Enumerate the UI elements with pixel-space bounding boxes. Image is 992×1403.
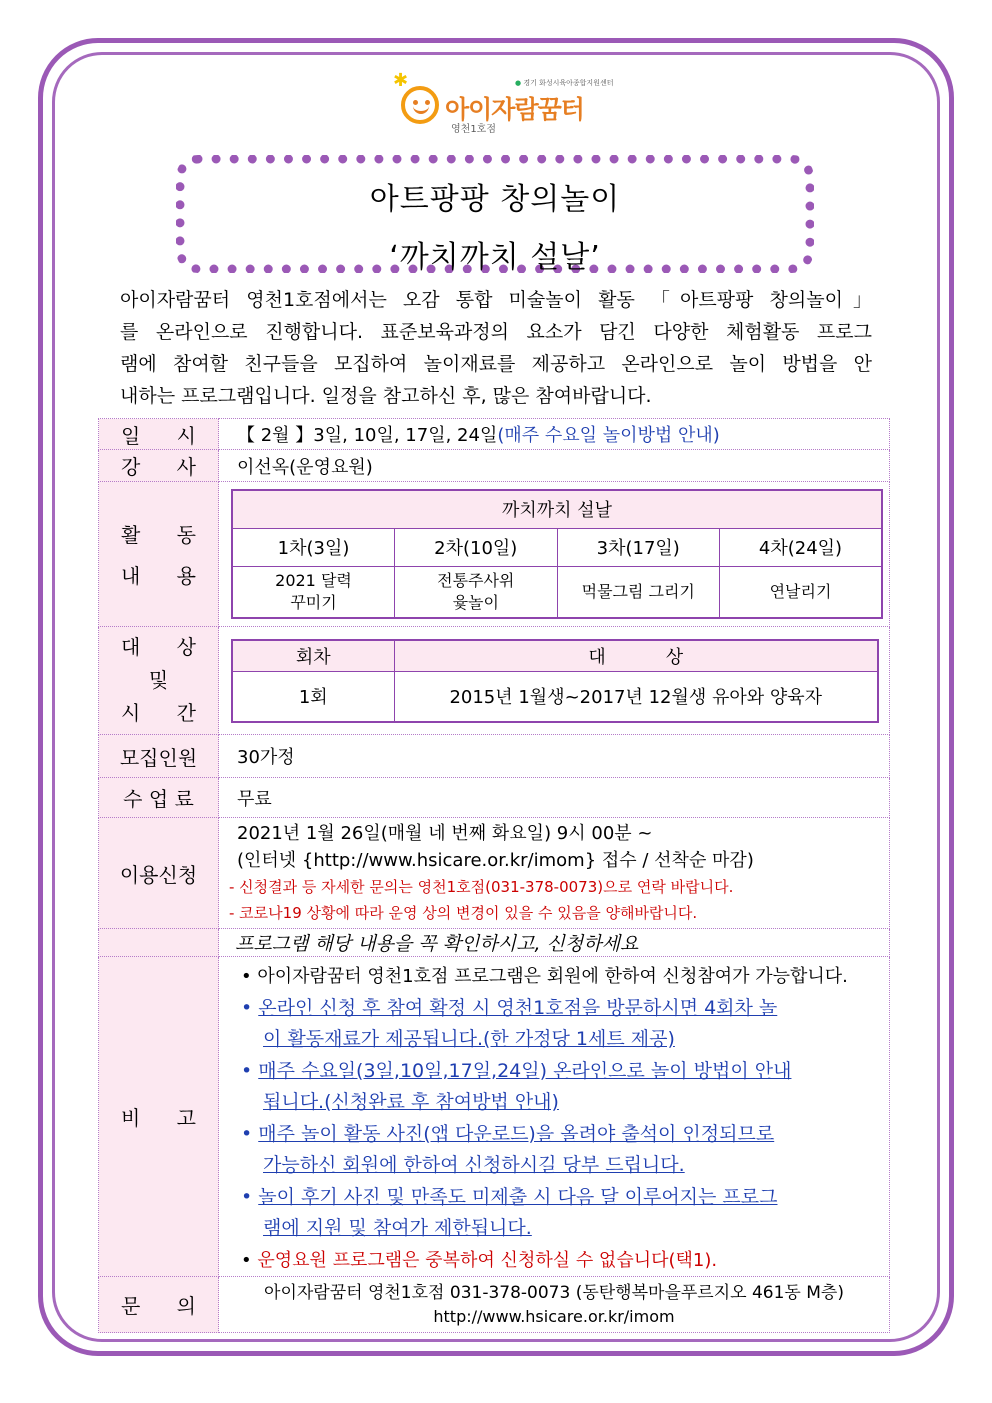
remarks-label: 비 고 [99, 957, 219, 1277]
remarks-cell [219, 957, 890, 1277]
remark-item: • 운영요원 프로그램은 중복하여 신청하실 수 없습니다(택1). [241, 1249, 718, 1271]
session-activity: 먹물그림 그리기 [557, 566, 720, 618]
apply-line: (인터넷 {http://www.hsicare.or.kr/imom} 접수 / 선착순 마감) [237, 850, 754, 871]
intro-line: 내하는 프로그램입니다. 일정을 참고하신 후, 많은 참여바랍니다. [120, 385, 652, 407]
smiley-face-icon [401, 86, 439, 124]
logo-branch: 영천1호점 [451, 124, 497, 135]
remark-item: • 온라인 신청 후 참여 확정 시 영천1호점을 방문하시면 4회차 놀 이 활동재료가 제공됩니다.(한 가정당 1세트 제공) [241, 996, 778, 1050]
fee-row [99, 778, 890, 818]
instructor-value: 이선옥(운영요원) [219, 450, 890, 482]
contact-address: 아이자람꿈터 영천1호점 031-378-0073 (동탄행복마을푸르지오 461동 M층) [264, 1282, 844, 1303]
recruit-value: 30가정 [219, 735, 890, 778]
schedule-note: (매주 수요일 놀이방법 안내) [497, 425, 720, 446]
remark-item: • 놀이 후기 사진 및 만족도 미제출 시 다음 달 이루어지는 프로그 램에 지원 및 참여가 제한됩니다. [241, 1185, 778, 1239]
intro-line: 아이자람꿈터 영천1호점에서는 오감 통합 미술놀이 활동 「아트팡팡 창의놀이」 [120, 289, 872, 311]
target-col-target: 대 상 [394, 640, 878, 672]
recruit-label: 모집인원 [99, 735, 219, 778]
schedule-row [99, 419, 890, 450]
contact-cell [219, 1277, 890, 1333]
recruit-row [99, 735, 890, 778]
remark-item: • 매주 놀이 활동 사진(앱 다운로드)을 올려야 출석이 인정되므로 가능하신 회원에 한하여 신청하시길 당부 드립니다. [241, 1122, 775, 1176]
info-table [98, 418, 890, 1333]
remark-item: • 매주 수요일(3일,10일,17일,24일) 온라인으로 놀이 방법이 안내 됩니다.(신청완료 후 참여방법 안내) [241, 1059, 792, 1113]
schedule-label: 일 시 [99, 419, 219, 450]
contact-row [99, 1277, 890, 1333]
schedule-value: 【 2월 】3일, 10일, 17일, 24일(매주 수요일 놀이방법 안내) [219, 419, 890, 450]
instructor-row [99, 450, 890, 482]
apply-label: 이용신청 [99, 818, 219, 929]
title-box [176, 155, 814, 273]
fee-value: 무료 [219, 778, 890, 818]
target-col-round: 회차 [232, 640, 394, 672]
instructor-label: 강 사 [99, 450, 219, 482]
notice-row [99, 929, 890, 957]
star-icon: ✱ [393, 70, 409, 91]
apply-note: - 신청결과 등 자세한 문의는 영천1호점(031-378-0073)으로 연락 바랍니다. [229, 878, 734, 896]
activity-header: 까치까치 설날 [232, 490, 882, 528]
activity-label: 활 동 내 용 [99, 482, 219, 627]
apply-cell [219, 818, 890, 929]
target-value: 2015년 1월생~2017년 12월생 유아와 양육자 [394, 672, 878, 722]
apply-line: 2021년 1월 26일(매월 네 번째 화요일) 9시 00분 ~ [237, 823, 653, 844]
session-round: 3차(17일) [557, 528, 720, 566]
page-subtitle: ‘까치까치 설날’ [389, 240, 601, 275]
target-cell [219, 627, 890, 735]
target-round: 1회 [232, 672, 394, 722]
logo [393, 70, 614, 135]
session-activity: 전통주사위 윷놀이 [395, 566, 558, 618]
apply-notice: 프로그램 해당 내용을 꼭 확인하시고, 신청하세요 [219, 929, 890, 957]
session-activity: 연날리기 [720, 566, 883, 618]
activity-cell [219, 482, 890, 627]
target-label: 대 상 및 시 간 [99, 627, 219, 735]
page-title: 아트팡팡 창의놀이 [369, 182, 621, 217]
logo-org: ● 경기 화성시육아종합지원센터 [515, 79, 614, 87]
target-table [231, 639, 879, 723]
session-round: 1차(3일) [232, 528, 395, 566]
session-activity: 2021 달력 꾸미기 [232, 566, 395, 618]
apply-note: - 코로나19 상황에 따라 운영 상의 변경이 있을 수 있음을 양해바랍니다. [229, 904, 698, 922]
remark-item: • 아이자람꿈터 영천1호점 프로그램은 회원에 한하여 신청참여가 가능합니다. [241, 966, 848, 987]
activity-row [99, 482, 890, 627]
session-round: 4차(24일) [720, 528, 883, 566]
target-row [99, 627, 890, 735]
contact-label: 문 의 [99, 1277, 219, 1333]
remarks-row [99, 957, 890, 1277]
contact-url[interactable]: http://www.hsicare.or.kr/imom [433, 1306, 675, 1326]
intro-line: 램에 참여할 친구들을 모집하여 놀이재료를 제공하고 온라인으로 놀이 방법을 안 [120, 353, 872, 375]
intro-line: 를 온라인으로 진행합니다. 표준보육과정의 요소가 담긴 다양한 체험활동 프로그 [120, 321, 872, 343]
logo-name: 아이자람꿈터 [445, 95, 584, 124]
fee-label: 수 업 료 [99, 778, 219, 818]
activity-table [231, 489, 883, 619]
apply-row [99, 818, 890, 929]
session-round: 2차(10일) [395, 528, 558, 566]
intro-paragraph [120, 284, 872, 412]
